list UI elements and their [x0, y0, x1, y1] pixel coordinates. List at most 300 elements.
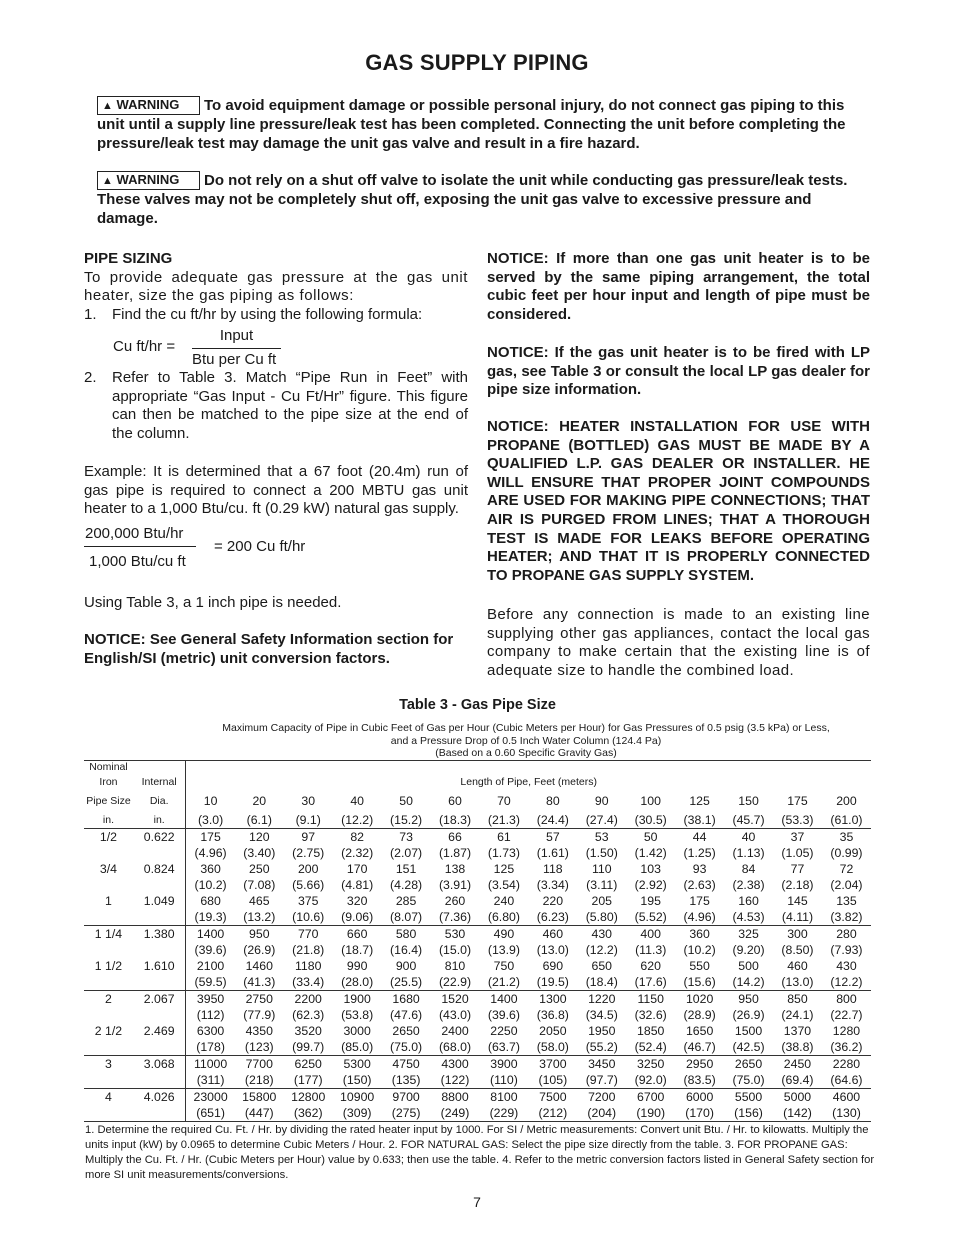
pipe-sizing-section [84, 250, 468, 324]
table-row [84, 861, 871, 877]
header-nominal: Nominal [84, 761, 133, 775]
capacity-m3h: (3.40) [243, 846, 276, 860]
capacity-m3h: (34.5) [585, 1008, 618, 1022]
notice-conversion: NOTICE: See General Safety Information section for English/SI (metric) unit conversion factors. [84, 631, 454, 667]
capacity-cfh: 2750 [235, 991, 284, 1008]
capacity-cfh: 285 [395, 894, 417, 908]
capacity-cfh: 490 [479, 926, 528, 943]
capacity-m3h: (33.4) [292, 975, 325, 989]
blank-cell [84, 1007, 133, 1023]
capacity-m3h: (13.0) [781, 975, 814, 989]
capacity-m3h: (229) [479, 1105, 528, 1122]
capacity-m3h: (130) [822, 1105, 871, 1122]
capacity-cfh: 360 [675, 926, 724, 943]
table-row [84, 1089, 871, 1106]
header-length-m: (15.2) [390, 813, 423, 827]
capacity-m3h: (7.08) [243, 878, 276, 892]
header-blank [133, 761, 186, 775]
capacity-cfh: 138 [444, 862, 466, 876]
capacity-m3h: (4.28) [390, 878, 423, 892]
capacity-cfh: 1900 [333, 991, 382, 1008]
capacity-cfh: 250 [249, 862, 270, 876]
header-dia: Dia. [149, 795, 169, 807]
capacity-m3h: (41.3) [243, 975, 276, 989]
table-header-row [84, 790, 871, 812]
table-note-2: and a Pressure Drop of 0.5 Inch Water Column (124.4 Pa) [390, 735, 662, 747]
header-length-ft: 40 [350, 794, 364, 808]
capacity-cfh: 4300 [431, 1056, 480, 1073]
header-in: in. [102, 814, 115, 826]
step-2-text: Refer to Table 3. Match “Pipe Run in Feet” with appropriate “Gas Input - Cu Ft/Hr” figure. This figure can then be matched to the pipe size at the end of the column. [112, 369, 468, 442]
blank-cell [84, 909, 133, 926]
blank-cell [133, 877, 186, 893]
page-title: GAS SUPPLY PIPING [365, 50, 589, 75]
pipe-size: 3 [84, 1056, 133, 1073]
pipe-size: 3/4 [99, 862, 118, 876]
capacity-cfh: 1460 [245, 959, 273, 973]
capacity-cfh: 360 [186, 861, 235, 877]
capacity-m3h: (4.96) [186, 845, 235, 861]
capacity-m3h: (8.07) [390, 910, 423, 924]
header-iron: Iron [99, 776, 118, 788]
header-length-ft: 175 [787, 794, 808, 808]
header-length-ft: 90 [594, 794, 609, 808]
capacity-m3h: (112) [186, 1007, 235, 1023]
capacity-m3h: (4.96) [683, 910, 716, 924]
header-length-m: (21.3) [487, 813, 520, 827]
capacity-cfh: 7200 [577, 1089, 626, 1106]
header-length-m: (6.1) [246, 813, 272, 827]
header-length-ft: 10 [186, 790, 235, 812]
header-length-ft: 70 [497, 794, 511, 808]
warning-triangle-icon: ▲ [102, 175, 113, 187]
capacity-cfh: 260 [444, 894, 466, 908]
table-row [84, 1056, 871, 1073]
capacity-m3h: (22.9) [438, 975, 472, 989]
capacity-m3h: (83.5) [683, 1073, 716, 1087]
capacity-cfh: 175 [689, 894, 710, 908]
capacity-m3h: (10.2) [186, 877, 235, 893]
blank-cell [84, 974, 133, 991]
internal-dia: 1.380 [133, 926, 186, 943]
capacity-m3h: (77.9) [243, 1008, 276, 1022]
capacity-m3h: (2.07) [390, 846, 423, 860]
capacity-m3h: (10.6) [292, 910, 325, 924]
capacity-cfh: 44 [675, 829, 724, 846]
capacity-m3h: (8.50) [781, 943, 814, 957]
pipe-size: 1/2 [84, 829, 133, 846]
capacity-cfh: 7700 [235, 1056, 284, 1073]
capacity-cfh: 1020 [675, 991, 724, 1008]
internal-dia: 0.622 [133, 829, 186, 846]
capacity-cfh: 530 [431, 926, 480, 943]
capacity-m3h: (52.4) [634, 1040, 667, 1054]
header-length-ft: 150 [738, 794, 759, 808]
capacity-m3h: (651) [186, 1105, 235, 1122]
capacity-m3h: (32.6) [634, 1008, 667, 1022]
capacity-m3h: (47.6) [390, 1008, 423, 1022]
capacity-m3h: (1.61) [536, 846, 569, 860]
capacity-cfh: 1400 [479, 991, 528, 1008]
table-row [84, 909, 871, 926]
header-length-m: (38.1) [683, 813, 716, 827]
capacity-m3h: (55.2) [585, 1040, 618, 1054]
capacity-cfh: 4600 [822, 1089, 871, 1106]
header-length-m: (61.0) [830, 813, 863, 827]
capacity-m3h: (170) [675, 1105, 724, 1122]
table-footnote: 1. Determine the required Cu. Ft. / Hr. by dividing the rated heater input by 1000. For SI / Metric measurements: Convert unit Btu. / Hr. to kilowatts. Multiply the units input (kW) by 0.0965 to determine Cubic Meters / Hour. 2. FOR NATURAL GAS: Select the pipe size directly from the table. 3. FOR PROPANE GAS: Multiply the Cu. Ft. / Hr. (Cubic Meters per Hour) value by 0.633; then use the table. 4. Refer to the metric conversion factors listed in General Safety section for more SI unit measurements/conversions. [85, 1124, 875, 1181]
capacity-m3h: (2.18) [781, 878, 814, 892]
header-length-ft: 60 [448, 794, 462, 808]
capacity-m3h: (39.6) [487, 1008, 520, 1022]
pipe-size: 1 [105, 894, 112, 908]
header-length: Length of Pipe, Feet (meters) [186, 774, 871, 790]
capacity-m3h: (3.82) [830, 910, 863, 924]
capacity-cfh: 103 [640, 862, 661, 876]
capacity-cfh: 170 [346, 862, 368, 876]
gas-pipe-size-table [84, 760, 871, 1122]
capacity-cfh: 8800 [431, 1089, 480, 1106]
header-length-m: (12.2) [341, 813, 374, 827]
capacity-cfh: 465 [249, 894, 270, 908]
capacity-cfh: 680 [186, 893, 235, 909]
capacity-m3h: (1.87) [438, 846, 472, 860]
capacity-m3h: (24.1) [781, 1008, 814, 1022]
table-row [84, 877, 871, 893]
capacity-cfh: 280 [822, 926, 871, 943]
capacity-m3h: (15.0) [438, 943, 472, 957]
capacity-m3h: (5.80) [585, 910, 618, 924]
capacity-m3h: (2.63) [683, 878, 716, 892]
pipe-size: 4 [84, 1089, 133, 1106]
table-row [84, 829, 871, 846]
capacity-cfh: 61 [479, 829, 528, 846]
notice-multiple-heaters: NOTICE: If more than one gas unit heater is to be served by the same piping arrangement, the total cubic feet per hour input and length of pipe must be considered. [487, 250, 870, 323]
capacity-m3h: (13.0) [536, 943, 569, 957]
capacity-m3h: (7.93) [830, 943, 863, 957]
capacity-m3h: (11.3) [635, 943, 667, 957]
capacity-m3h: (5.66) [292, 878, 325, 892]
capacity-cfh: 1150 [626, 991, 675, 1008]
capacity-cfh: 3900 [479, 1056, 528, 1073]
capacity-m3h: (43.0) [438, 1008, 472, 1022]
capacity-m3h: (19.5) [536, 975, 569, 989]
capacity-m3h: (4.53) [732, 910, 765, 924]
pipe-size: 1 1/2 [94, 959, 123, 973]
capacity-m3h: (123) [244, 1040, 274, 1054]
capacity-cfh: 3950 [186, 991, 235, 1008]
capacity-m3h: (0.99) [830, 846, 863, 860]
capacity-m3h: (1.25) [683, 846, 716, 860]
capacity-cfh: 800 [822, 991, 871, 1008]
capacity-m3h: (92.0) [634, 1073, 667, 1087]
capacity-cfh: 2650 [392, 1024, 420, 1038]
capacity-cfh: 460 [787, 959, 808, 973]
capacity-m3h: (447) [235, 1105, 284, 1122]
capacity-cfh: 1180 [294, 959, 322, 973]
capacity-m3h: (53.8) [341, 1008, 374, 1022]
capacity-m3h: (2.04) [830, 878, 863, 892]
capacity-cfh: 2200 [284, 991, 333, 1008]
capacity-cfh: 2650 [724, 1056, 773, 1073]
table-header-row [84, 812, 871, 829]
capacity-cfh: 72 [839, 862, 854, 876]
capacity-cfh: 300 [773, 926, 822, 943]
capacity-m3h: (28.9) [683, 1008, 716, 1022]
capacity-cfh: 6000 [675, 1089, 724, 1106]
capacity-cfh: 9700 [382, 1089, 431, 1106]
step-2 [84, 369, 468, 443]
formula-numerator: Input [219, 327, 254, 344]
table-header-row [84, 761, 871, 775]
capacity-m3h: (1.73) [487, 846, 520, 860]
capacity-m3h: (13.2) [243, 910, 276, 924]
capacity-m3h: (309) [333, 1105, 382, 1122]
blank-cell [133, 1039, 186, 1056]
capacity-m3h: (204) [577, 1105, 626, 1122]
capacity-m3h: (62.3) [292, 1008, 325, 1022]
capacity-cfh: 97 [284, 829, 333, 846]
capacity-cfh: 950 [235, 926, 284, 943]
warning-badge: ▲ WARNING [97, 96, 200, 115]
table-row [84, 845, 871, 861]
example-divider [84, 546, 196, 547]
internal-dia: 2.469 [143, 1024, 175, 1038]
capacity-cfh: 5300 [333, 1056, 382, 1073]
capacity-cfh: 82 [333, 829, 382, 846]
capacity-m3h: (142) [773, 1105, 822, 1122]
capacity-cfh: 400 [626, 926, 675, 943]
capacity-cfh: 4750 [382, 1056, 431, 1073]
capacity-m3h: (190) [626, 1105, 675, 1122]
capacity-cfh: 2950 [675, 1056, 724, 1073]
capacity-m3h: (85.0) [341, 1040, 374, 1054]
capacity-cfh: 35 [822, 829, 871, 846]
capacity-cfh: 1650 [685, 1024, 714, 1038]
table-row [84, 1039, 871, 1056]
capacity-cfh: 220 [542, 894, 564, 908]
capacity-cfh: 53 [577, 829, 626, 846]
capacity-cfh: 5500 [724, 1089, 773, 1106]
capacity-m3h: (15.6) [683, 975, 716, 989]
example-result: = 200 Cu ft/hr [214, 538, 306, 555]
blank-cell [84, 1039, 133, 1056]
header-blank [186, 761, 871, 775]
header-length-ft: 50 [399, 794, 413, 808]
warning-2: ▲ WARNING Do not rely on a shut off valve to isolate the unit while conducting gas pressure/leak tests. These valves may not be completely shut off, exposing the unit gas valve to excessive pressure and damage. [97, 172, 848, 227]
capacity-cfh: 2050 [539, 1024, 567, 1038]
formula-denominator: Btu per Cu ft [192, 351, 277, 368]
capacity-m3h: (6.80) [487, 910, 520, 924]
capacity-cfh: 125 [493, 862, 515, 876]
formula-lhs: Cu ft/hr = [113, 338, 176, 355]
table-row [84, 991, 871, 1008]
capacity-cfh: 6300 [186, 1023, 235, 1039]
capacity-m3h: (64.6) [830, 1073, 863, 1087]
before-connection-text: Before any connection is made to an existing line supplying other gas appliances, contact the local gas company to make certain that the existing line is of adequate size to handle the combined load. [487, 606, 870, 679]
capacity-cfh: 1220 [577, 991, 626, 1008]
blank-cell [133, 1105, 186, 1122]
capacity-m3h: (69.4) [781, 1073, 814, 1087]
capacity-cfh: 1850 [637, 1024, 665, 1038]
capacity-cfh: 200 [297, 862, 319, 876]
capacity-cfh: 1400 [186, 926, 235, 943]
table-note-1: Maximum Capacity of Pipe in Cubic Feet of Gas per Hour (Cubic Meters per Hour) for Gas Pressures of 0.5 psig (3.5 kPa) or Less, [222, 722, 830, 734]
capacity-cfh: 2400 [441, 1024, 469, 1038]
capacity-cfh: 320 [346, 894, 368, 908]
notice-lp-gas: NOTICE: If the gas unit heater is to be fired with LP gas, see Table 3 or consult the local LP gas dealer for pipe size information. [487, 344, 870, 399]
header-length-ft: 125 [689, 794, 710, 808]
capacity-cfh: 37 [773, 829, 822, 846]
capacity-cfh: 1500 [734, 1024, 763, 1038]
notice-propane-installation: NOTICE: HEATER INSTALLATION FOR USE WITH PROPANE (BOTTLED) GAS MUST BE MADE BY A QUALIFIED L.P. GAS DEALER OR INSTALLER. HE WILL ENSURE THAT PROPER JOINT COMPOUNDS ARE USED FOR MAKING PIPE CONNECTIONS; THAT AIR IS PURGED FROM LINES; THAT A THOROUGH TEST IS MADE FOR LEAKS BEFORE OPERATING HEATER; AND THAT IT IS PROPERLY CONNECTED TO PROPANE GAS SUPPLY SYSTEM. [487, 418, 870, 584]
capacity-cfh: 135 [836, 894, 857, 908]
blank-cell [84, 877, 133, 893]
capacity-cfh: 850 [773, 991, 822, 1008]
warning-1: ▲ WARNING To avoid equipment damage or possible personal injury, do not connect gas piping to this unit until a supply line pressure/leak test has been completed. Connecting the unit before completing the pressure/leak test may damage the unit gas valve and result in a fire hazard. [97, 97, 846, 152]
capacity-m3h: (25.5) [390, 975, 423, 989]
capacity-m3h: (19.3) [186, 909, 235, 926]
capacity-m3h: (36.2) [830, 1040, 863, 1054]
capacity-m3h: (5.52) [634, 910, 667, 924]
capacity-cfh: 6250 [284, 1056, 333, 1073]
capacity-m3h: (42.5) [732, 1040, 765, 1054]
internal-dia: 2.067 [133, 991, 186, 1008]
internal-dia: 1.049 [143, 894, 175, 908]
capacity-cfh: 2250 [490, 1024, 518, 1038]
capacity-m3h: (38.8) [781, 1040, 814, 1054]
capacity-m3h: (75.0) [390, 1040, 423, 1054]
table-note-3: (Based on a 0.60 Specific Gravity Gas) [435, 747, 617, 759]
capacity-m3h: (39.6) [186, 942, 235, 958]
capacity-cfh: 690 [542, 959, 564, 973]
capacity-cfh: 650 [591, 959, 613, 973]
step-1: 1. Find the cu ft/hr by using the following formula: [84, 305, 423, 323]
capacity-cfh: 2280 [822, 1056, 871, 1073]
capacity-cfh: 430 [577, 926, 626, 943]
capacity-cfh: 620 [640, 959, 661, 973]
capacity-cfh: 50 [626, 829, 675, 846]
capacity-cfh: 3450 [577, 1056, 626, 1073]
capacity-m3h: (2.32) [341, 846, 374, 860]
internal-dia: 1.610 [143, 959, 175, 973]
capacity-cfh: 73 [382, 829, 431, 846]
internal-dia: 4.026 [133, 1089, 186, 1106]
header-length-ft: 100 [640, 794, 661, 808]
capacity-m3h: (218) [244, 1073, 274, 1087]
capacity-cfh: 57 [528, 829, 577, 846]
capacity-cfh: 990 [346, 959, 368, 973]
table-row [84, 1105, 871, 1122]
capacity-m3h: (75.0) [732, 1073, 765, 1087]
table-row [84, 893, 871, 909]
capacity-cfh: 1280 [832, 1024, 861, 1038]
using-table-text: Using Table 3, a 1 inch pipe is needed. [84, 594, 342, 611]
capacity-cfh: 5000 [773, 1089, 822, 1106]
capacity-m3h: (10.2) [683, 943, 716, 957]
header-length-ft: 200 [836, 794, 857, 808]
blank-cell [133, 1072, 186, 1089]
capacity-m3h: (122) [440, 1073, 470, 1087]
blank-cell [84, 942, 133, 958]
capacity-m3h: (4.11) [781, 910, 814, 924]
capacity-m3h: (58.0) [536, 1040, 569, 1054]
capacity-m3h: (97.7) [585, 1073, 618, 1087]
header-length-m: (45.7) [732, 813, 765, 827]
capacity-cfh: 950 [724, 991, 773, 1008]
pipe-size: 2 1/2 [94, 1024, 123, 1038]
header-in: in. [153, 814, 165, 826]
table-row [84, 1072, 871, 1089]
capacity-cfh: 205 [591, 894, 613, 908]
capacity-cfh: 3700 [528, 1056, 577, 1073]
capacity-m3h: (3.11) [586, 878, 618, 892]
pipe-size: 2 [84, 991, 133, 1008]
header-length-m: (27.4) [585, 813, 618, 827]
example-denominator: 1,000 Btu/cu ft [89, 553, 186, 570]
blank-cell [84, 1105, 133, 1122]
capacity-cfh: 195 [640, 894, 661, 908]
capacity-cfh: 3520 [294, 1024, 322, 1038]
table-row [84, 958, 871, 974]
blank-cell [133, 845, 186, 861]
capacity-cfh: 15800 [235, 1089, 284, 1106]
capacity-m3h: (99.7) [292, 1040, 325, 1054]
pipe-sizing-heading: PIPE SIZING [84, 250, 173, 267]
warning-triangle-icon: ▲ [102, 100, 113, 112]
capacity-m3h: (4.81) [341, 878, 374, 892]
capacity-m3h: (18.7) [341, 943, 374, 957]
capacity-m3h: (3.54) [487, 878, 520, 892]
capacity-cfh: 660 [333, 926, 382, 943]
capacity-cfh: 1300 [528, 991, 577, 1008]
capacity-m3h: (1.50) [585, 846, 618, 860]
capacity-cfh: 500 [738, 959, 759, 973]
capacity-m3h: (212) [528, 1105, 577, 1122]
capacity-m3h: (21.2) [487, 975, 520, 989]
capacity-cfh: 84 [741, 862, 756, 876]
capacity-cfh: 6700 [626, 1089, 675, 1106]
table-row [84, 942, 871, 958]
capacity-cfh: 810 [444, 959, 466, 973]
capacity-cfh: 3250 [626, 1056, 675, 1073]
capacity-m3h: (18.4) [585, 975, 618, 989]
table-row [84, 1007, 871, 1023]
capacity-m3h: (46.7) [683, 1040, 716, 1054]
capacity-cfh: 40 [724, 829, 773, 846]
capacity-cfh: 430 [836, 959, 857, 973]
header-length-ft: 20 [252, 794, 267, 808]
capacity-cfh: 1950 [588, 1024, 616, 1038]
header-length-m: (53.3) [781, 813, 814, 827]
capacity-cfh: 1520 [431, 991, 480, 1008]
capacity-m3h: (59.5) [186, 974, 235, 991]
capacity-m3h: (7.36) [438, 910, 472, 924]
capacity-cfh: 3000 [343, 1024, 371, 1038]
header-length-m: (24.4) [536, 813, 569, 827]
capacity-cfh: 1370 [783, 1024, 812, 1038]
example-text: Example: It is determined that a 67 foot (20.4m) run of gas pipe is required to connect a 200 MBTU gas unit heater to a 1,000 Btu/cu. ft (0.29 kW) natural gas supply. [84, 463, 468, 518]
capacity-cfh: 1680 [382, 991, 431, 1008]
capacity-cfh: 550 [689, 959, 710, 973]
capacity-m3h: (16.4) [390, 943, 423, 957]
capacity-cfh: 145 [787, 894, 808, 908]
capacity-cfh: 23000 [186, 1089, 235, 1106]
capacity-m3h: (21.8) [292, 943, 325, 957]
capacity-m3h: (249) [431, 1105, 480, 1122]
blank-cell [133, 909, 186, 926]
table-header-row [84, 774, 871, 790]
